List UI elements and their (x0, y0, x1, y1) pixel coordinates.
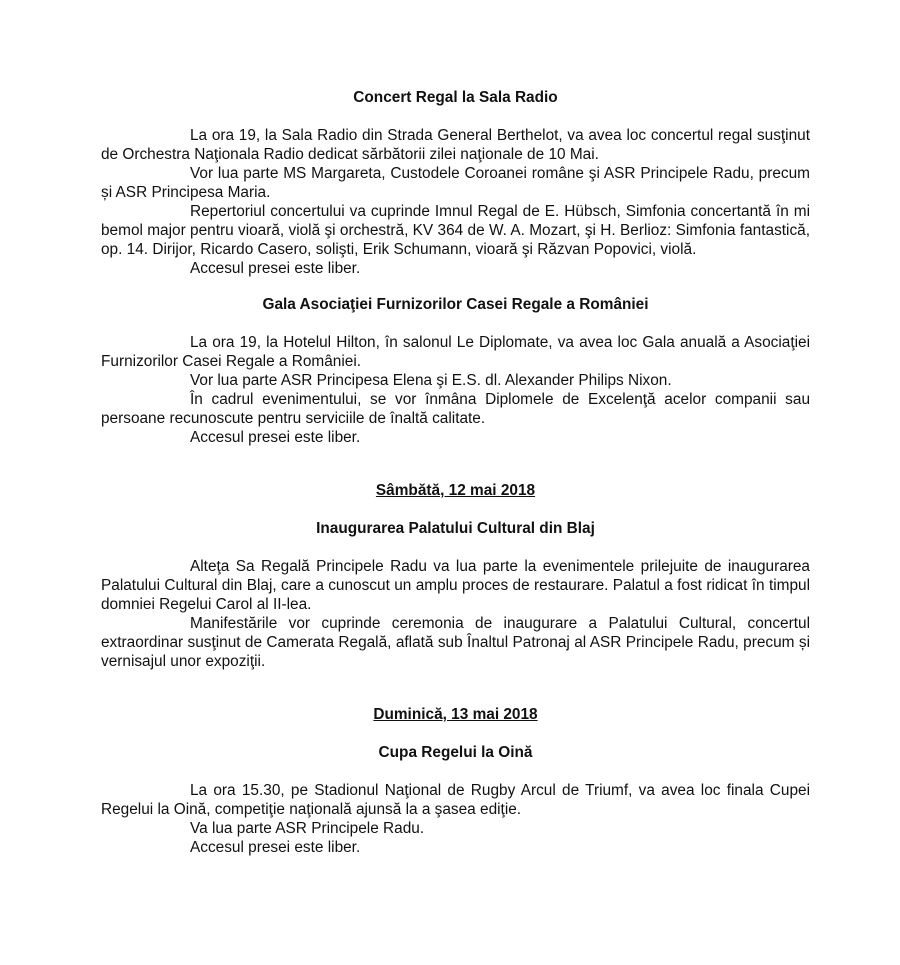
paragraph: Accesul presei este liber. (190, 839, 361, 856)
paragraph: În cadrul evenimentului, se vor înmâna Diplomele de Excelenţă acelor companii sau persoane recunoscute pentru serviciile de înaltă calitate. (101, 391, 810, 427)
date-heading-sunday: Duminică, 13 mai 2018 (373, 706, 538, 723)
paragraph: Va lua parte ASR Principele Radu. (190, 820, 425, 837)
paragraph: Vor lua parte MS Margareta, Custodele Coroanei române şi ASR Principele Radu, precum și ASR Principesa Maria. (101, 165, 810, 201)
section-title-blaj: Inaugurarea Palatului Cultural din Blaj (316, 520, 595, 537)
paragraph: Accesul presei este liber. (190, 429, 361, 446)
date-heading-saturday: Sâmbătă, 12 mai 2018 (375, 482, 536, 499)
paragraph: Repertoriul concertului va cuprinde Imnul Regal de E. Hübsch, Simfonia concertantă în mi bemol major pentru vioară, violă şi orchestră, KV 364 de W. A. Mozart, şi H. Berlioz: Simfonia fantastică, op. 14. Dirijor, Ricardo Casero, solişti, Erik Schumann, vioară şi Răzvan Popovici, violă. (101, 203, 810, 258)
section-title-concert: Concert Regal la Sala Radio (353, 89, 558, 106)
paragraph: Vor lua parte ASR Principesa Elena şi E.S. dl. Alexander Philips Nixon. (190, 372, 672, 389)
paragraph: Manifestările vor cuprinde ceremonia de inaugurare a Palatului Cultural, concertul extraordinar susţinut de Camerata Regală, aflată sub Înaltul Patronaj al ASR Principele Radu, precum și vernisajul unor expoziţii. (101, 615, 810, 670)
paragraph: Accesul presei este liber. (190, 260, 361, 277)
paragraph: La ora 19, la Sala Radio din Strada General Berthelot, va avea loc concertul regal susţinut de Orchestra Naţionala Radio dedicat sărbătorii zilei naţionale de 10 Mai. (101, 127, 810, 163)
section-title-oina: Cupa Regelui la Oină (378, 744, 533, 761)
document-page (101, 88, 810, 857)
paragraph: Alteţa Sa Regală Principele Radu va lua parte la evenimentele prilejuite de inaugurarea Palatului Cultural din Blaj, care a cunoscut un amplu proces de restaurare. Palatul a fost ridicat în timpul domniei Regelui Carol al II-lea. (101, 558, 810, 613)
paragraph: La ora 19, la Hotelul Hilton, în salonul Le Diplomate, va avea loc Gala anuală a Asociaţiei Furnizorilor Casei Regale a României. (101, 334, 810, 370)
section-title-gala: Gala Asociaţiei Furnizorilor Casei Regale a României (262, 296, 649, 313)
paragraph: La ora 15.30, pe Stadionul Naţional de Rugby Arcul de Triumf, va avea loc finala Cupei Regelui la Oină, competiţie naţională ajunsă la a şasea ediţie. (101, 782, 810, 818)
